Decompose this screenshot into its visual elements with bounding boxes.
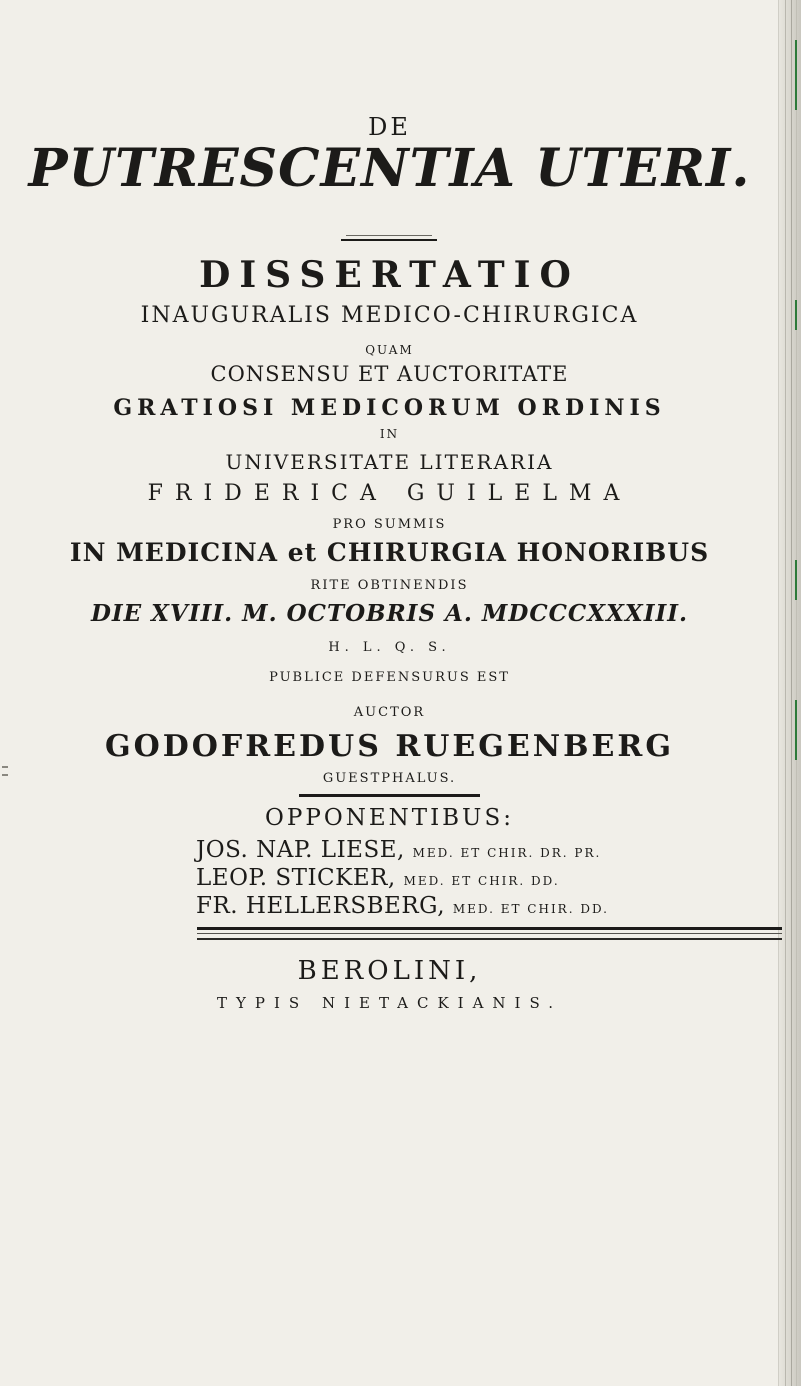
friderica-line: FRIDERICA GUILELMA bbox=[147, 481, 632, 506]
edge-mark bbox=[795, 300, 797, 330]
opponent-name: FR. HELLERSBERG, bbox=[196, 893, 446, 919]
ornamental-rule bbox=[341, 239, 437, 241]
list-item bbox=[196, 836, 756, 864]
opponent-credentials: MED. ET CHIR. DD. bbox=[403, 874, 560, 888]
ornamental-rule bbox=[346, 235, 432, 236]
opponents-heading: OPPONENTIBUS: bbox=[265, 805, 514, 831]
opponents-list bbox=[196, 836, 756, 920]
edge-mark bbox=[795, 560, 797, 600]
list-item bbox=[196, 864, 756, 892]
dissertatio-heading: DISSERTATIO bbox=[199, 254, 580, 296]
page-edge bbox=[778, 0, 801, 1386]
edge-mark bbox=[795, 40, 797, 110]
imprint-rule bbox=[197, 927, 782, 930]
opponent-credentials: MED. ET CHIR. DR. PR. bbox=[412, 846, 602, 860]
in-line: IN bbox=[379, 427, 400, 441]
place-of-printing: BEROLINI, bbox=[297, 956, 482, 986]
main-title: PUTRESCENTIA UTERI. bbox=[28, 138, 751, 199]
consensu-line: CONSENSU ET AUCTORITATE bbox=[210, 362, 569, 386]
quam-line: QUAM bbox=[365, 343, 414, 357]
date-line: DIE XVIII. M. OCTOBRIS A. MDCCCXXXIII. bbox=[90, 600, 689, 627]
hlqs-line: H. L. Q. S. bbox=[328, 640, 451, 655]
printer-line: TYPIS NIETACKIANIS. bbox=[217, 994, 562, 1012]
opponent-name: JOS. NAP. LIESE, bbox=[196, 837, 405, 863]
imprint-rule bbox=[197, 938, 782, 940]
universitate-line: UNIVERSITATE LITERARIA bbox=[225, 450, 554, 474]
list-item bbox=[196, 892, 756, 920]
author-origin: GUESTPHALUS. bbox=[322, 771, 457, 786]
gratiosi-line: GRATIOSI MEDICORUM ORDINIS bbox=[113, 395, 666, 421]
in-medicina-line: IN MEDICINA et CHIRURGIA HONORIBUS bbox=[69, 538, 710, 567]
auctor-label: AUCTOR bbox=[353, 705, 426, 720]
opponent-credentials: MED. ET CHIR. DD. bbox=[452, 902, 609, 916]
inauguralis-line: INAUGURALIS MEDICO-CHIRURGICA bbox=[140, 303, 639, 328]
publice-line: PUBLICE DEFENSURUS EST bbox=[269, 670, 510, 685]
section-rule bbox=[299, 794, 480, 797]
imprint-rule bbox=[197, 933, 782, 934]
edge-mark bbox=[795, 700, 797, 760]
author-name: GODOFREDUS RUEGENBERG bbox=[105, 729, 674, 764]
pro-summis-line: PRO SUMMIS bbox=[332, 517, 447, 532]
title-preposition: DE bbox=[368, 113, 411, 141]
opponent-name: LEOP. STICKER, bbox=[196, 865, 396, 891]
rite-line: RITE OBTINENDIS bbox=[310, 578, 469, 593]
